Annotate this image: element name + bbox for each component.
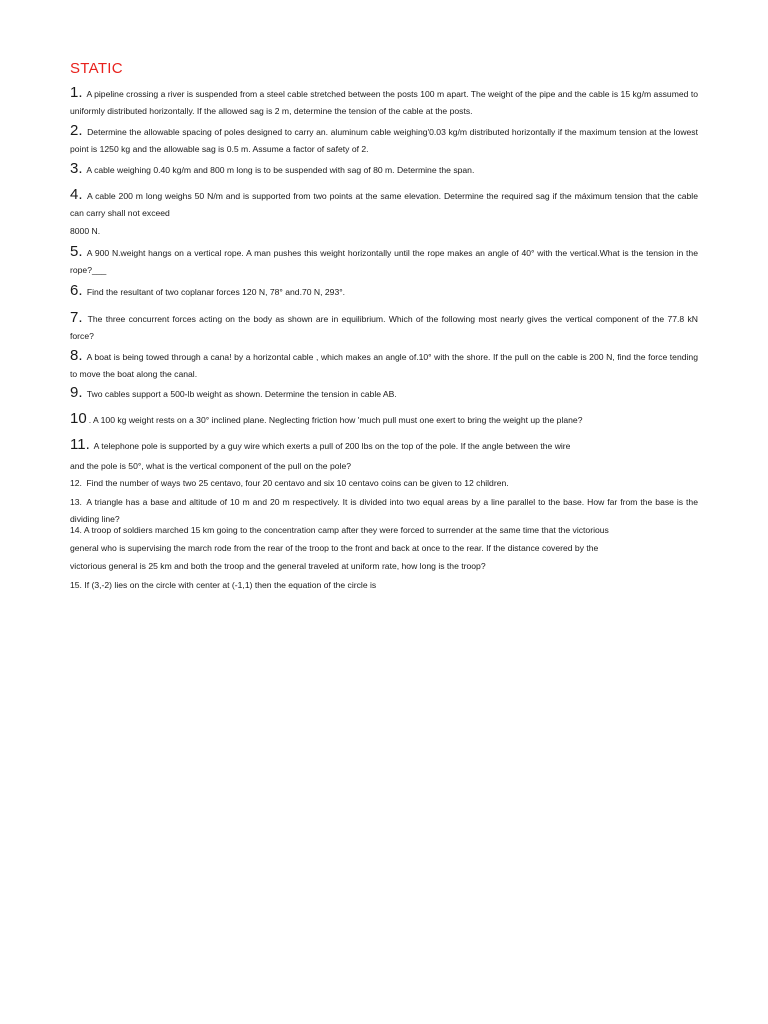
question-14-line-2: general who is supervising the march rode from the rear of the troop to the front and back at once to the rear. If the distance covered by the bbox=[70, 543, 599, 553]
question-10 bbox=[70, 412, 698, 429]
question-text: If (3,-2) lies on the circle with center at (-1,1) then the equation of the circle is bbox=[81, 580, 377, 590]
question-text: A telephone pole is supported by a guy wire which exerts a pull of 200 lbs on the top of the pole. If the angle between the wire bbox=[91, 441, 571, 451]
question-number: 5. bbox=[70, 243, 83, 260]
question-number: 9. bbox=[70, 384, 83, 401]
question-text: Find the resultant of two coplanar forces 120 N, 78° and.70 N, 293°. bbox=[84, 287, 346, 297]
document-title: STATIC bbox=[70, 60, 123, 77]
question-2 bbox=[70, 124, 698, 158]
question-text: A troop of soldiers marched 15 km going to the concentration camp after they were forced to surrender at the same time that the victorious bbox=[81, 525, 609, 535]
question-number: 13. bbox=[70, 497, 82, 507]
question-number: 7. bbox=[70, 309, 83, 326]
question-6 bbox=[70, 284, 698, 301]
question-number: 8. bbox=[70, 347, 83, 364]
question-text: A pipeline crossing a river is suspended from a steel cable stretched between the posts 100 m apart. The weight of the pipe and the cable is 15 kg/m assumed to uniformly distributed horizontally. If the allowed sag is 2 m, determine the tension of the cable at the posts. bbox=[70, 89, 698, 116]
question-text: Two cables support a 500-lb weight as shown. Determine the tension in cable AB. bbox=[84, 389, 397, 399]
question-text: A boat is being towed through a cana! by a horizontal cable , which makes an angle of.10° with the shore. If the pull on the cable is 200 N, find the force tending to move the boat along the canal. bbox=[70, 352, 698, 379]
question-number: 6. bbox=[70, 282, 83, 299]
question-number: 2. bbox=[70, 122, 83, 139]
question-4 bbox=[70, 188, 698, 222]
question-number: 4. bbox=[70, 186, 83, 203]
question-7 bbox=[70, 311, 698, 345]
question-text: A triangle has a base and altitude of 10 m and 20 m respectively. It is divided into two equal areas by a line parallel to the base. How far from the base is the dividing line? bbox=[70, 497, 698, 524]
question-number: 14. bbox=[70, 525, 82, 535]
question-14-line-3: victorious general is 25 km and both the troop and the general traveled at uniform rate, how long is the troop? bbox=[70, 561, 486, 571]
question-text: Determine the allowable spacing of poles designed to carry an. aluminum cable weighing'0.03 kg/m distributed horizontally if the maximum tension at the lowest point is 1250 kg and the allowable sag is 0.5 m. Assume a factor of safety of 2. bbox=[70, 127, 698, 154]
question-number: 10 bbox=[70, 410, 87, 427]
question-text: A cable 200 m long weighs 50 N/m and is supported from two points at the same elevation. Determine the required sag if the máximum tension that the cable can carry shall not exceed bbox=[70, 191, 698, 218]
question-text: A cable weighing 0.40 kg/m and 800 m long is to be suspended with sag of 80 m. Determine the span. bbox=[84, 165, 475, 175]
question-13 bbox=[70, 494, 698, 528]
question-text: Find the number of ways two 25 centavo, four 20 centavo and six 10 centavo coins can be given to 12 children. bbox=[83, 478, 509, 488]
question-number: 3. bbox=[70, 160, 83, 177]
question-3 bbox=[70, 162, 698, 179]
question-11 bbox=[70, 438, 698, 455]
question-12 bbox=[70, 475, 698, 492]
question-11-continuation: and the pole is 50°, what is the vertical component of the pull on the pole? bbox=[70, 461, 352, 471]
question-9 bbox=[70, 386, 698, 403]
question-4-continuation: 8000 N. bbox=[70, 226, 101, 236]
question-14 bbox=[70, 525, 609, 535]
question-number: 12. bbox=[70, 478, 82, 488]
question-number: 15. bbox=[70, 580, 82, 590]
question-8 bbox=[70, 349, 698, 383]
question-text: The three concurrent forces acting on the body as shown are in equilibrium. Which of the following most nearly gives the vertical component of the 77.8 kN force? bbox=[70, 314, 698, 341]
question-text: A 900 N.weight hangs on a vertical rope. A man pushes this weight horizontally until the rope makes an angle of 40° with the vertical.What is the tension in the rope?___ bbox=[70, 248, 698, 275]
question-5 bbox=[70, 245, 698, 279]
question-15 bbox=[70, 580, 376, 590]
question-number: 11. bbox=[70, 436, 90, 453]
question-text: . A 100 kg weight rests on a 30° inclined plane. Neglecting friction how 'much pull must one exert to bring the weight up the plane? bbox=[88, 415, 583, 425]
question-number: 1. bbox=[70, 84, 83, 101]
question-1 bbox=[70, 86, 698, 120]
